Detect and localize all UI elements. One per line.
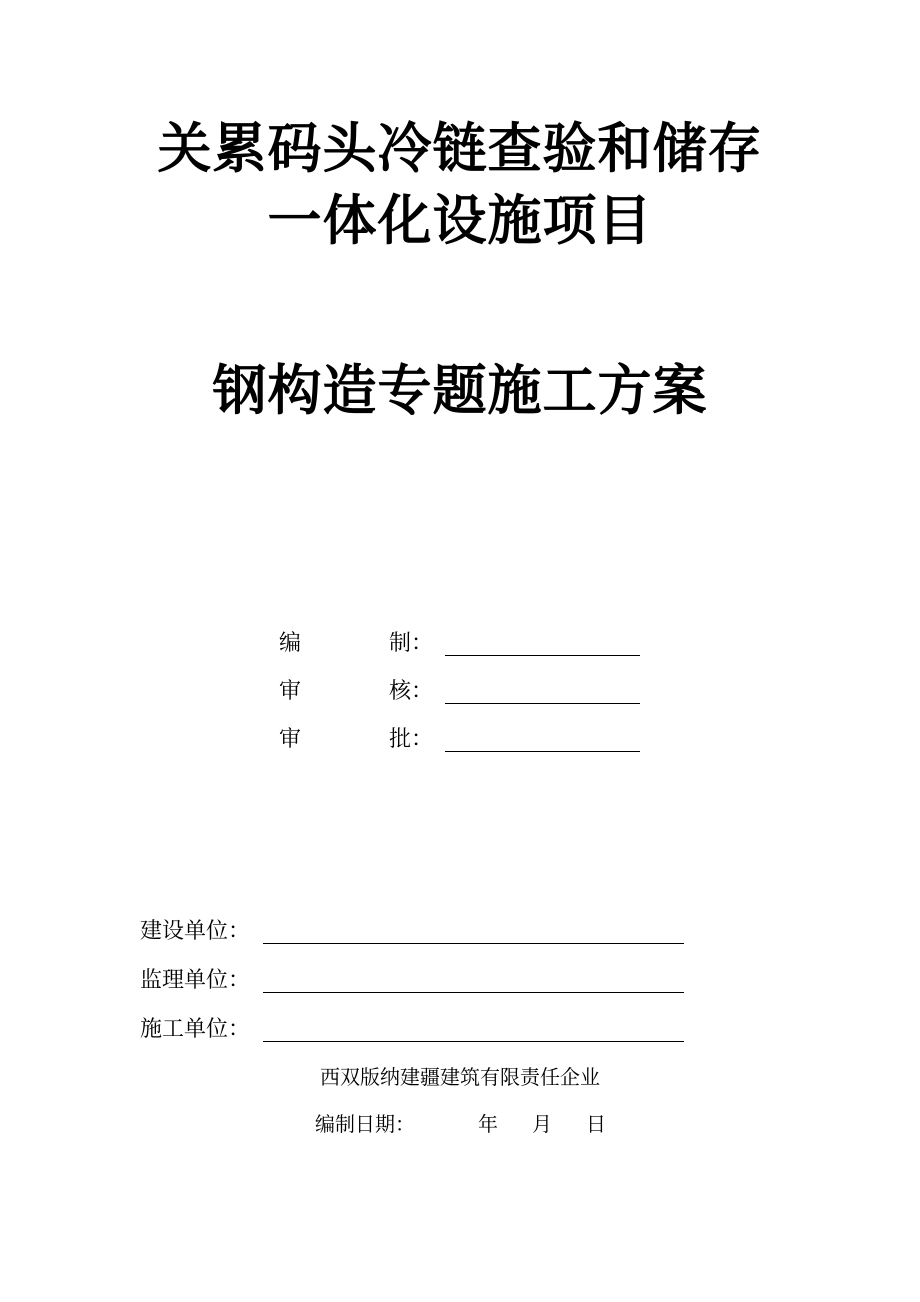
signoff-label-first-char: 审 bbox=[279, 727, 302, 752]
compile-date-label: 编制日期： bbox=[315, 1112, 415, 1136]
signoff-blank-line bbox=[445, 655, 640, 656]
company-name: 西双版纳建疆建筑有限责任企业 bbox=[320, 1065, 600, 1089]
signoff-label-second-char: 批： bbox=[389, 727, 434, 752]
unit-row-contractor bbox=[0, 1014, 920, 1046]
signoff-row-review bbox=[0, 676, 920, 708]
signoff-row-approve bbox=[0, 724, 920, 756]
unit-label: 施工单位： bbox=[140, 1017, 251, 1042]
unit-row-owner bbox=[0, 916, 920, 948]
signoff-label-first-char: 审 bbox=[279, 679, 302, 704]
document-subtitle: 钢构造专题施工方案 bbox=[212, 359, 708, 422]
unit-label: 建设单位： bbox=[140, 919, 251, 944]
unit-blank-line bbox=[263, 1041, 684, 1042]
date-year-label: 年 bbox=[478, 1112, 498, 1136]
date-month-label: 月 bbox=[532, 1112, 552, 1136]
date-day-label: 日 bbox=[586, 1112, 606, 1136]
unit-row-supervisor bbox=[0, 965, 920, 997]
document-title-line-2: 一体化设施项目 bbox=[267, 189, 653, 252]
document-title-line-1: 关累码头冷链查验和储存 bbox=[157, 117, 763, 180]
signoff-label-first-char: 编 bbox=[279, 631, 302, 656]
unit-blank-line bbox=[263, 943, 684, 944]
signoff-label-second-char: 核： bbox=[389, 679, 434, 704]
unit-label: 监理单位： bbox=[140, 968, 251, 993]
signoff-blank-line bbox=[445, 751, 640, 752]
signoff-blank-line bbox=[445, 703, 640, 704]
signoff-label-second-char: 制： bbox=[389, 631, 434, 656]
compile-date-row bbox=[0, 1110, 920, 1138]
signoff-row-compile bbox=[0, 628, 920, 660]
unit-blank-line bbox=[263, 992, 684, 993]
